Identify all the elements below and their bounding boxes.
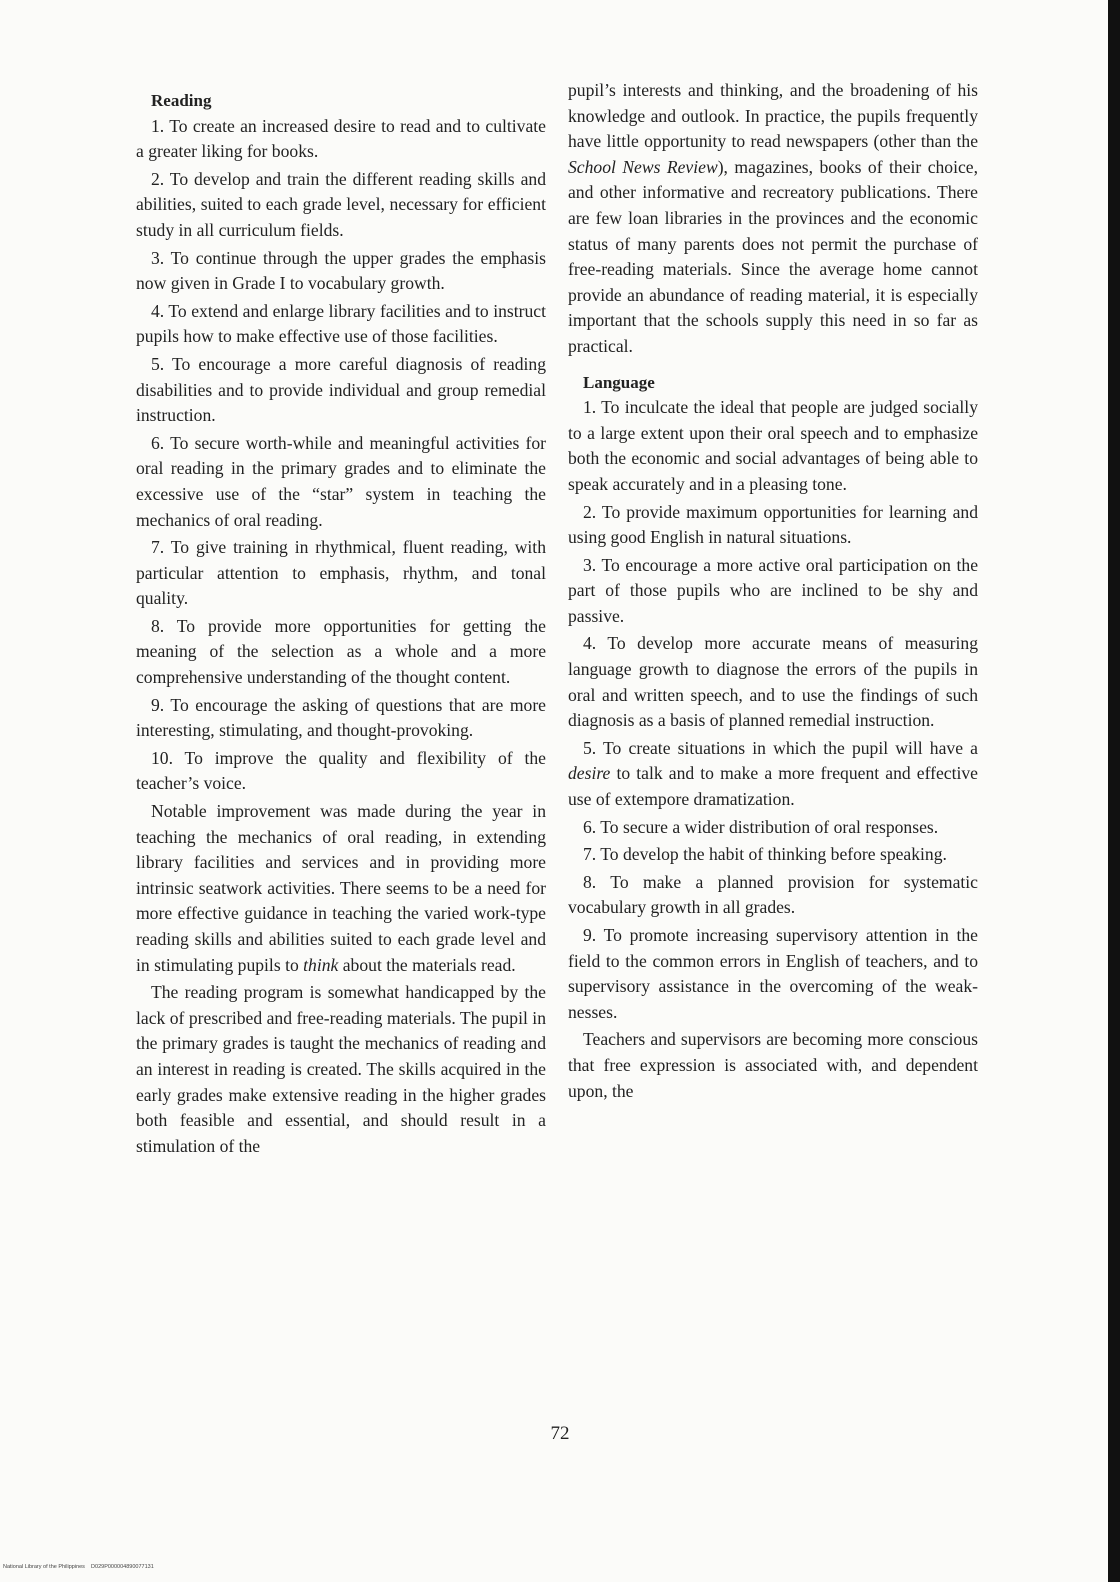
language-heading: Language [583,372,655,392]
language-item-1: 1. To inculcate the ideal that people are judged socially to a large extent upon their oral speech and to emphasize both the economic and social advantages of being able to speak accurately and in a pleasing tone. [568,397,978,494]
reading-item-8: 8. To provide more opportunities for getting the meaning of the selection as a whole and a more comprehensive understanding of the thought content. [136,615,546,688]
reading-paragraph-continued-text-a: pupil’s interests and thinking, and the broadening of his knowledge and outlook. In practice, the pupils frequently have little opportunity to read newspapers (other than the [568,80,978,152]
language-item-6: 6. To secure a wider distribution of oral responses. [583,816,939,837]
reading-item-4: 4. To extend and enlarge library facilities and to instruct pupils how to make effective use of those facilities. [136,300,546,347]
language-item-5 [568,736,978,813]
language-paragraph-teachers: Teachers and supervisors are becoming more conscious that free expression is associated with, and dependent upon, the [568,1029,978,1101]
reading-paragraph-improvement [136,799,546,978]
page-number: 72 [550,1423,570,1444]
reading-paragraph-continued-text-b: ), magazines, books of their choice, and other informative and recreatory publications. There are few loan libraries in the provinces and the economic status of many parents does not permit the purchase of free-reading materials. Since the average home cannot provide an abundance of reading material, it is especially important that the schools supply this need in so far as practical. [568,156,979,356]
scan-edge [1108,0,1120,1582]
language-item-8: 8. To make a planned provision for systematic vocabulary growth in all grades. [568,871,978,918]
reading-item-6: 6. To secure worth-while and meaningful activities for oral reading in the primary grades and to eliminate the excessive use of the “star” system in teaching the mechanics of oral reading. [136,432,546,530]
reading-item-3: 3. To continue through the upper grades the emphasis now given in Grade I to vocabulary growth. [136,247,546,294]
reading-paragraph-program-continued [568,78,978,360]
language-item-5-text-a: 5. To create situations in which the pupil will have a [583,737,978,758]
reading-heading: Reading [151,91,212,110]
reading-item-1: 1. To create an increased desire to read and to cultivate a greater liking for books. [136,115,546,162]
reading-item-2: 2. To develop and train the different reading skills and abilities, suited to each grade level, necessary for efficient study in all curriculum fields. [136,168,546,240]
language-item-4: 4. To develop more accurate means of measuring language growth to diagnose the errors of the pupils in oral and written speech, and to use the findings of such diagnosis as a basis of planned remedial instruction. [568,633,978,731]
language-item-5-emphasis: desire [568,763,611,784]
reading-paragraph-improvement-text-a: Notable improvement was made during the year in teaching the mechanics of oral reading, in extending library facilities and services and in providing more intrinsic seatwork activities. There seems to be a need for more effective guidance in teaching the varied work-type reading skills and abilities suited to each grade level and in stimulating pupils to [136,801,546,975]
language-item-2: 2. To provide maximum opportunities for learning and using good English in natural situations. [568,501,978,548]
reading-item-10: 10. To improve the quality and flexibility of the teacher’s voice. [136,747,546,794]
publication-title: School News Review [568,156,718,177]
language-item-3: 3. To encourage a more active oral participation on the part of those pupils who are inclined to be shy and passive. [568,554,978,626]
language-item-7: 7. To develop the habit of thinking before speaking. [583,844,947,865]
reading-item-7: 7. To give training in rhythmical, fluent reading, with particular attention to emphasis, rhythm, and tonal quality. [136,537,546,609]
reading-paragraph-program: The reading program is somewhat handicapped by the lack of prescribed and free-reading materials. The pupil in the primary grades is taught the mechanics of reading and an interest in reading is created. The skills acquired in the early grades make extensive reading in the higher grades both feasible and essential, and should result in a stimulation of the [136,982,546,1156]
reading-item-9: 9. To encourage the asking of questions that are more interesting, stimulating, and thought-provoking. [136,694,546,741]
right-column [568,78,978,1104]
language-item-5-text-b: to talk and to make a more frequent and effective use of extempore dramatization. [568,763,978,810]
left-column [136,88,546,1159]
archive-footer: National Library of the Philippines D029P000004890077131 [3,1564,154,1570]
reading-item-5: 5. To encourage a more careful diagnosis of reading disabilities and to provide individual and group remedial instruction. [136,353,546,426]
reading-paragraph-improvement-emphasis: think [303,954,339,975]
reading-paragraph-improvement-text-b: about the materials read. [338,954,516,975]
language-item-9: 9. To promote increasing supervisory attention in the field to the common errors in English of teachers, and to supervisory assistance in the overcoming of the weaknesses. [568,925,978,1022]
